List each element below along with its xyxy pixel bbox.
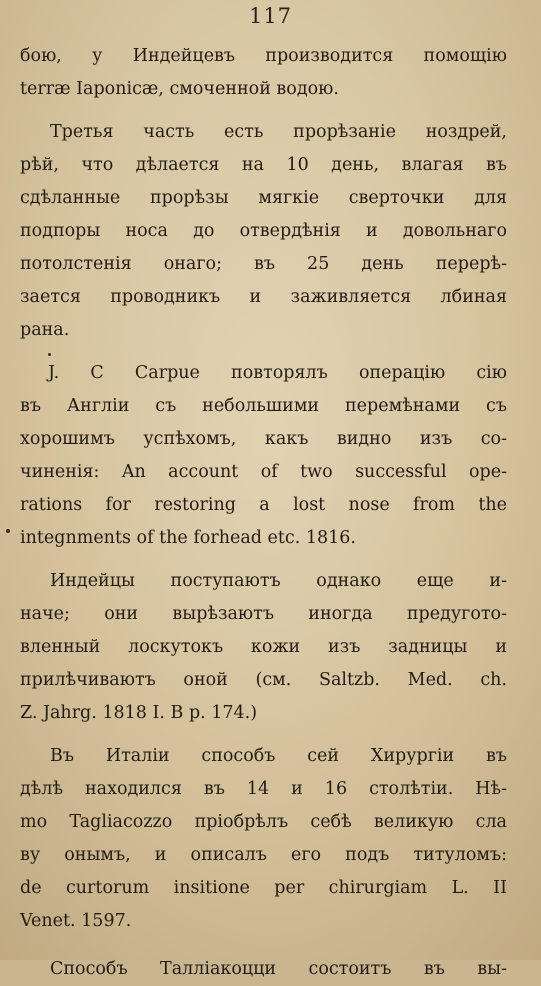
text-line: хорошимъ успѣхомъ, какъ видно изъ со- (20, 429, 507, 449)
text-line: integnments of the forhead etc. 1816. (20, 528, 356, 548)
paragraph-6 (20, 953, 507, 986)
ink-speck (48, 353, 51, 356)
body-text (20, 40, 507, 986)
paragraph-2 (20, 116, 507, 347)
text-line: ву онымъ, и описалъ его подъ титуломъ: (20, 845, 507, 865)
text-line: чиненія: An account of two successful ope- (20, 462, 507, 482)
text-line: terræ Iaponicæ, смоченной водою. (20, 79, 339, 99)
text-line: J. C Carpue повторялъ операцію сію (48, 363, 507, 383)
text-line: рана. (20, 320, 70, 340)
text-line: въ Англіи съ небольшими перемѣнами съ (20, 396, 507, 416)
page-number: 117 (248, 4, 293, 28)
paragraph-5 (20, 740, 507, 938)
text-line: Z. Jahrg. 1818 I. B p. 174.) (20, 703, 258, 723)
text-line: Venet. 1597. (20, 911, 132, 931)
text-line: вленный лоскутокъ кожи изъ задницы и (20, 637, 507, 657)
text-line: прилѣчиваютъ оной (см. Saltzb. Med. ch. (20, 670, 507, 690)
text-line: сдѣланные прорѣзы мягкіе сверточки для (20, 188, 507, 208)
text-line: Третья часть есть прорѣзаніе ноздрей, (50, 122, 507, 142)
text-line: наче; они вырѣзаютъ иногда предугото- (20, 604, 507, 624)
text-line: дѣлѣ находился въ 14 и 16 столѣтіи. Нѣ- (20, 779, 507, 799)
paragraph-3 (20, 357, 507, 555)
ink-speck (6, 529, 10, 533)
text-line: Въ Италіи способъ сей Хирургіи въ (50, 746, 507, 766)
text-line: Индейцы поступаютъ однако еще и- (50, 571, 507, 591)
paragraph-1 (20, 40, 507, 106)
text-line: рѣй, что дѣлается на 10 день, влагая въ (20, 155, 507, 175)
text-line: потолстенія онаго; въ 25 день перерѣ- (20, 254, 507, 274)
text-line: зается проводникъ и заживляется лбиная (20, 287, 507, 307)
text-line: подпоры носа до отвердѣнія и довольнаго (20, 221, 507, 241)
text-line: mo Tagliacozzo пріобрѣлъ себѣ великую сла (20, 812, 507, 832)
paragraph-4 (20, 565, 507, 730)
text-line: бою, у Индейцевъ производится помощію (20, 46, 507, 66)
text-line: Способъ Талліакоцци состоитъ въ вы- (50, 959, 507, 979)
text-line: rations for restoring a lost nose from the (20, 495, 507, 515)
text-line: de curtorum insitione per chirurgiam L. II (20, 878, 507, 898)
